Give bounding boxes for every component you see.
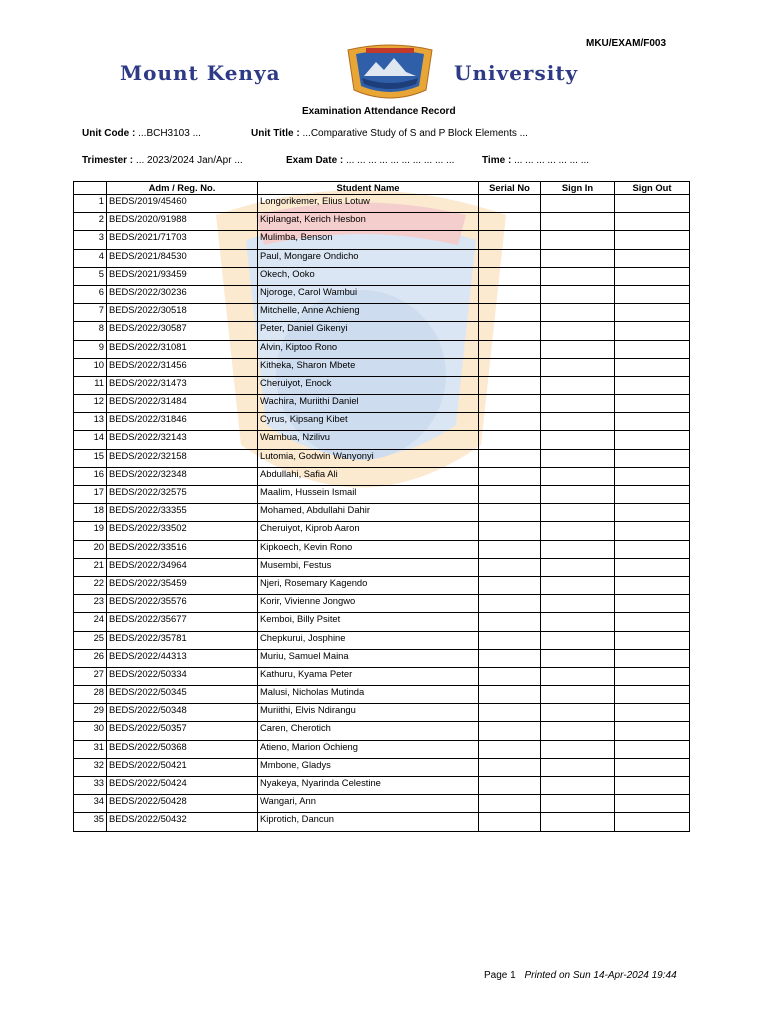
serial-no-cell[interactable] <box>479 813 541 831</box>
table-row <box>74 522 690 540</box>
sign-in-cell[interactable] <box>541 504 615 522</box>
sign-in-cell[interactable] <box>541 795 615 813</box>
student-name: Atieno, Marion Ochieng <box>258 740 479 758</box>
adm-reg-no: BEDS/2022/34964 <box>107 558 258 576</box>
row-number: 31 <box>74 740 107 758</box>
row-number: 6 <box>74 285 107 303</box>
row-number: 7 <box>74 304 107 322</box>
adm-reg-no: BEDS/2022/35677 <box>107 613 258 631</box>
sign-in-cell[interactable] <box>541 267 615 285</box>
adm-reg-no: BEDS/2021/84530 <box>107 249 258 267</box>
row-number: 16 <box>74 467 107 485</box>
form-code: MKU/EXAM/F003 <box>586 38 667 49</box>
table-row <box>74 249 690 267</box>
student-name: Cheruiyot, Kiprob Aaron <box>258 522 479 540</box>
table-row <box>74 758 690 776</box>
serial-no-cell[interactable] <box>479 595 541 613</box>
adm-reg-no: BEDS/2022/32575 <box>107 486 258 504</box>
sign-in-cell[interactable] <box>541 758 615 776</box>
student-name: Mitchelle, Anne Achieng <box>258 304 479 322</box>
student-name: Nyakeya, Nyarinda Celestine <box>258 777 479 795</box>
table-row <box>74 740 690 758</box>
serial-no-cell[interactable] <box>479 704 541 722</box>
sign-in-cell[interactable] <box>541 249 615 267</box>
serial-no-cell[interactable] <box>479 504 541 522</box>
table-row <box>74 395 690 413</box>
sign-in-cell[interactable] <box>541 649 615 667</box>
adm-reg-no: BEDS/2022/33516 <box>107 540 258 558</box>
sign-in-cell[interactable] <box>541 376 615 394</box>
header-sign-out: Sign Out <box>615 182 690 195</box>
student-name: Muriu, Samuel Maina <box>258 649 479 667</box>
sign-in-cell[interactable] <box>541 285 615 303</box>
student-name: Mohamed, Abdullahi Dahir <box>258 504 479 522</box>
table-row <box>74 322 690 340</box>
serial-no-cell[interactable] <box>479 613 541 631</box>
adm-reg-no: BEDS/2022/50345 <box>107 686 258 704</box>
table-row <box>74 449 690 467</box>
sign-in-cell[interactable] <box>541 558 615 576</box>
serial-no-cell[interactable] <box>479 740 541 758</box>
serial-no-cell[interactable] <box>479 758 541 776</box>
sign-in-cell[interactable] <box>541 722 615 740</box>
adm-reg-no: BEDS/2022/30236 <box>107 285 258 303</box>
table-row <box>74 504 690 522</box>
student-name: Kemboi, Billy Psitet <box>258 613 479 631</box>
sign-out-cell[interactable] <box>615 431 690 449</box>
unit-code <box>82 128 201 139</box>
adm-reg-no: BEDS/2022/35459 <box>107 576 258 594</box>
row-number: 9 <box>74 340 107 358</box>
time-value: ... ... ... ... ... ... ... <box>514 155 590 166</box>
adm-reg-no: BEDS/2021/71703 <box>107 231 258 249</box>
adm-reg-no: BEDS/2022/32158 <box>107 449 258 467</box>
student-name: Njeri, Rosemary Kagendo <box>258 576 479 594</box>
printed-timestamp: Printed on Sun 14-Apr-2024 19:44 <box>524 970 677 981</box>
adm-reg-no: BEDS/2022/33355 <box>107 504 258 522</box>
table-row <box>74 649 690 667</box>
table-row <box>74 777 690 795</box>
row-number: 1 <box>74 195 107 213</box>
student-name: Maalim, Hussein Ismail <box>258 486 479 504</box>
sign-in-cell[interactable] <box>541 667 615 685</box>
sign-out-cell[interactable] <box>615 576 690 594</box>
table-row <box>74 595 690 613</box>
sign-out-cell[interactable] <box>615 686 690 704</box>
sign-in-cell[interactable] <box>541 413 615 431</box>
sign-in-cell[interactable] <box>541 631 615 649</box>
serial-no-cell[interactable] <box>479 267 541 285</box>
unit-title <box>251 128 528 139</box>
serial-no-cell[interactable] <box>479 522 541 540</box>
serial-no-cell[interactable] <box>479 631 541 649</box>
row-number: 29 <box>74 704 107 722</box>
row-number: 19 <box>74 522 107 540</box>
sign-out-cell[interactable] <box>615 758 690 776</box>
exam-date-label: Exam Date : <box>286 155 344 166</box>
table-row <box>74 431 690 449</box>
sign-in-cell[interactable] <box>541 395 615 413</box>
trimester-label: Trimester : <box>82 155 134 166</box>
serial-no-cell[interactable] <box>479 467 541 485</box>
serial-no-cell[interactable] <box>479 558 541 576</box>
table-row <box>74 413 690 431</box>
serial-no-cell[interactable] <box>479 358 541 376</box>
student-name: Chepkurui, Josphine <box>258 631 479 649</box>
trimester <box>82 155 243 166</box>
exam-time <box>482 155 589 166</box>
adm-reg-no: BEDS/2022/33502 <box>107 522 258 540</box>
row-number: 8 <box>74 322 107 340</box>
table-row <box>74 267 690 285</box>
sign-in-cell[interactable] <box>541 231 615 249</box>
table-row <box>74 231 690 249</box>
header-adm-reg-no: Adm / Reg. No. <box>107 182 258 195</box>
sign-in-cell[interactable] <box>541 576 615 594</box>
serial-no-cell[interactable] <box>479 395 541 413</box>
row-number: 22 <box>74 576 107 594</box>
student-name: Peter, Daniel Gikenyi <box>258 322 479 340</box>
sign-in-cell[interactable] <box>541 540 615 558</box>
table-row <box>74 813 690 831</box>
sign-out-cell[interactable] <box>615 231 690 249</box>
sign-out-cell[interactable] <box>615 304 690 322</box>
header-serial-no: Serial No <box>479 182 541 195</box>
adm-reg-no: BEDS/2021/93459 <box>107 267 258 285</box>
row-number: 2 <box>74 213 107 231</box>
sign-out-cell[interactable] <box>615 267 690 285</box>
table-header-row <box>74 182 690 195</box>
table-row <box>74 358 690 376</box>
sign-out-cell[interactable] <box>615 777 690 795</box>
exam-date <box>286 155 454 166</box>
adm-reg-no: BEDS/2022/35576 <box>107 595 258 613</box>
row-number: 12 <box>74 395 107 413</box>
row-number: 25 <box>74 631 107 649</box>
student-name: Wangari, Ann <box>258 795 479 813</box>
sign-in-cell[interactable] <box>541 740 615 758</box>
exam-date-value: ... ... ... ... ... ... ... ... ... ... <box>346 155 455 166</box>
row-number: 24 <box>74 613 107 631</box>
adm-reg-no: BEDS/2022/50368 <box>107 740 258 758</box>
sign-in-cell[interactable] <box>541 522 615 540</box>
sign-out-cell[interactable] <box>615 540 690 558</box>
sign-out-cell[interactable] <box>615 649 690 667</box>
adm-reg-no: BEDS/2022/50348 <box>107 704 258 722</box>
student-name: Kiprotich, Dancun <box>258 813 479 831</box>
university-crest-logo <box>342 44 438 102</box>
table-row <box>74 704 690 722</box>
row-number: 18 <box>74 504 107 522</box>
adm-reg-no: BEDS/2022/35781 <box>107 631 258 649</box>
row-number: 4 <box>74 249 107 267</box>
student-name: Wambua, Nzilivu <box>258 431 479 449</box>
row-number: 10 <box>74 358 107 376</box>
adm-reg-no: BEDS/2022/50357 <box>107 722 258 740</box>
adm-reg-no: BEDS/2022/31456 <box>107 358 258 376</box>
sign-out-cell[interactable] <box>615 595 690 613</box>
sign-out-cell[interactable] <box>615 449 690 467</box>
brand-name-right: University <box>454 61 579 85</box>
table-row <box>74 558 690 576</box>
serial-no-cell[interactable] <box>479 431 541 449</box>
sign-in-cell[interactable] <box>541 467 615 485</box>
sign-out-cell[interactable] <box>615 722 690 740</box>
row-number: 28 <box>74 686 107 704</box>
unit-title-value: ...Comparative Study of S and P Block Elements ... <box>302 128 528 139</box>
sign-out-cell[interactable] <box>615 340 690 358</box>
adm-reg-no: BEDS/2022/30587 <box>107 322 258 340</box>
student-name: Kathuru, Kyama Peter <box>258 667 479 685</box>
sign-in-cell[interactable] <box>541 613 615 631</box>
sign-in-cell[interactable] <box>541 322 615 340</box>
student-name: Abdullahi, Safia Ali <box>258 467 479 485</box>
trimester-value: ... 2023/2024 Jan/Apr ... <box>135 155 243 166</box>
serial-no-cell[interactable] <box>479 213 541 231</box>
student-name: Musembi, Festus <box>258 558 479 576</box>
row-number: 32 <box>74 758 107 776</box>
adm-reg-no: BEDS/2022/30518 <box>107 304 258 322</box>
sign-in-cell[interactable] <box>541 449 615 467</box>
row-number: 26 <box>74 649 107 667</box>
adm-reg-no: BEDS/2022/31484 <box>107 395 258 413</box>
table-row <box>74 486 690 504</box>
table-row <box>74 340 690 358</box>
student-name: Korir, Vivienne Jongwo <box>258 595 479 613</box>
student-name: Caren, Cherotich <box>258 722 479 740</box>
serial-no-cell[interactable] <box>479 285 541 303</box>
row-number: 15 <box>74 449 107 467</box>
serial-no-cell[interactable] <box>479 540 541 558</box>
sign-out-cell[interactable] <box>615 358 690 376</box>
student-name: Wachira, Muriithi Daniel <box>258 395 479 413</box>
serial-no-cell[interactable] <box>479 777 541 795</box>
sign-in-cell[interactable] <box>541 704 615 722</box>
row-number: 23 <box>74 595 107 613</box>
table-row <box>74 631 690 649</box>
unit-code-label: Unit Code : <box>82 128 136 139</box>
sign-in-cell[interactable] <box>541 486 615 504</box>
unit-title-label: Unit Title : <box>251 128 300 139</box>
adm-reg-no: BEDS/2022/31081 <box>107 340 258 358</box>
sign-out-cell[interactable] <box>615 522 690 540</box>
serial-no-cell[interactable] <box>479 195 541 213</box>
serial-no-cell[interactable] <box>479 322 541 340</box>
table-row <box>74 722 690 740</box>
student-name: Longorikemer, Elius Lotuw <box>258 195 479 213</box>
row-number: 3 <box>74 231 107 249</box>
serial-no-cell[interactable] <box>479 686 541 704</box>
student-name: Okech, Ooko <box>258 267 479 285</box>
student-name: Mmbone, Gladys <box>258 758 479 776</box>
row-number: 27 <box>74 667 107 685</box>
table-row <box>74 667 690 685</box>
adm-reg-no: BEDS/2019/45460 <box>107 195 258 213</box>
sign-in-cell[interactable] <box>541 358 615 376</box>
row-number: 30 <box>74 722 107 740</box>
student-name: Kitheka, Sharon Mbete <box>258 358 479 376</box>
table-row <box>74 213 690 231</box>
row-number: 17 <box>74 486 107 504</box>
table-row <box>74 467 690 485</box>
row-number: 5 <box>74 267 107 285</box>
adm-reg-no: BEDS/2022/50421 <box>107 758 258 776</box>
sign-out-cell[interactable] <box>615 249 690 267</box>
sign-in-cell[interactable] <box>541 686 615 704</box>
table-row <box>74 613 690 631</box>
sign-out-cell[interactable] <box>615 322 690 340</box>
table-row <box>74 285 690 303</box>
sign-in-cell[interactable] <box>541 777 615 795</box>
serial-no-cell[interactable] <box>479 649 541 667</box>
sign-out-cell[interactable] <box>615 376 690 394</box>
serial-no-cell[interactable] <box>479 576 541 594</box>
student-name: Malusi, Nicholas Mutinda <box>258 686 479 704</box>
serial-no-cell[interactable] <box>479 449 541 467</box>
table-row <box>74 195 690 213</box>
adm-reg-no: BEDS/2022/44313 <box>107 649 258 667</box>
serial-no-cell[interactable] <box>479 722 541 740</box>
serial-no-cell[interactable] <box>479 413 541 431</box>
serial-no-cell[interactable] <box>479 231 541 249</box>
serial-no-cell[interactable] <box>479 304 541 322</box>
sign-out-cell[interactable] <box>615 631 690 649</box>
adm-reg-no: BEDS/2022/31846 <box>107 413 258 431</box>
page-number: Page 1 <box>484 970 516 981</box>
serial-no-cell[interactable] <box>479 667 541 685</box>
row-number: 11 <box>74 376 107 394</box>
university-banner <box>110 44 620 102</box>
sign-out-cell[interactable] <box>615 195 690 213</box>
sign-in-cell[interactable] <box>541 195 615 213</box>
header-student-name: Student Name <box>258 182 479 195</box>
serial-no-cell[interactable] <box>479 340 541 358</box>
table-row <box>74 795 690 813</box>
adm-reg-no: BEDS/2022/50424 <box>107 777 258 795</box>
table-row <box>74 686 690 704</box>
student-name: Alvin, Kiptoo Rono <box>258 340 479 358</box>
serial-no-cell[interactable] <box>479 795 541 813</box>
adm-reg-no: BEDS/2020/91988 <box>107 213 258 231</box>
brand-name-left: Mount Kenya <box>120 61 281 85</box>
adm-reg-no: BEDS/2022/32143 <box>107 431 258 449</box>
unit-code-value: ...BCH3103 ... <box>138 128 201 139</box>
sign-out-cell[interactable] <box>615 813 690 831</box>
sign-in-cell[interactable] <box>541 213 615 231</box>
row-number: 35 <box>74 813 107 831</box>
sign-out-cell[interactable] <box>615 740 690 758</box>
table-row <box>74 576 690 594</box>
adm-reg-no: BEDS/2022/31473 <box>107 376 258 394</box>
student-name: Njoroge, Carol Wambui <box>258 285 479 303</box>
serial-no-cell[interactable] <box>479 486 541 504</box>
adm-reg-no: BEDS/2022/32348 <box>107 467 258 485</box>
student-name: Lutomia, Godwin Wanyonyi <box>258 449 479 467</box>
attendance-table-body <box>74 195 690 832</box>
sign-out-cell[interactable] <box>615 395 690 413</box>
adm-reg-no: BEDS/2022/50334 <box>107 667 258 685</box>
sign-in-cell[interactable] <box>541 304 615 322</box>
document-title-text: Examination Attendance Record <box>302 106 456 117</box>
sign-out-cell[interactable] <box>615 467 690 485</box>
student-name: Mulimba, Benson <box>258 231 479 249</box>
header-row-number <box>74 182 107 195</box>
student-name: Kipkoech, Kevin Rono <box>258 540 479 558</box>
sign-in-cell[interactable] <box>541 813 615 831</box>
sign-out-cell[interactable] <box>615 667 690 685</box>
sign-out-cell[interactable] <box>615 213 690 231</box>
page-footer <box>484 970 677 981</box>
table-row <box>74 376 690 394</box>
sign-in-cell[interactable] <box>541 431 615 449</box>
sign-out-cell[interactable] <box>615 558 690 576</box>
adm-reg-no: BEDS/2022/50428 <box>107 795 258 813</box>
student-name: Cheruiyot, Enock <box>258 376 479 394</box>
student-name: Muriithi, Elvis Ndirangu <box>258 704 479 722</box>
row-number: 14 <box>74 431 107 449</box>
sign-out-cell[interactable] <box>615 413 690 431</box>
adm-reg-no: BEDS/2022/50432 <box>107 813 258 831</box>
attendance-table <box>73 181 690 832</box>
sign-out-cell[interactable] <box>615 613 690 631</box>
sign-in-cell[interactable] <box>541 595 615 613</box>
table-row <box>74 304 690 322</box>
student-name: Cyrus, Kipsang Kibet <box>258 413 479 431</box>
header-sign-in: Sign In <box>541 182 615 195</box>
sign-out-cell[interactable] <box>615 704 690 722</box>
serial-no-cell[interactable] <box>479 376 541 394</box>
sign-out-cell[interactable] <box>615 486 690 504</box>
student-name: Paul, Mongare Ondicho <box>258 249 479 267</box>
row-number: 20 <box>74 540 107 558</box>
time-label: Time : <box>482 155 512 166</box>
row-number: 21 <box>74 558 107 576</box>
row-number: 33 <box>74 777 107 795</box>
table-row <box>74 540 690 558</box>
row-number: 34 <box>74 795 107 813</box>
serial-no-cell[interactable] <box>479 249 541 267</box>
sign-out-cell[interactable] <box>615 504 690 522</box>
row-number: 13 <box>74 413 107 431</box>
sign-out-cell[interactable] <box>615 795 690 813</box>
student-name: Kiplangat, Kerich Hesbon <box>258 213 479 231</box>
sign-out-cell[interactable] <box>615 285 690 303</box>
sign-in-cell[interactable] <box>541 340 615 358</box>
